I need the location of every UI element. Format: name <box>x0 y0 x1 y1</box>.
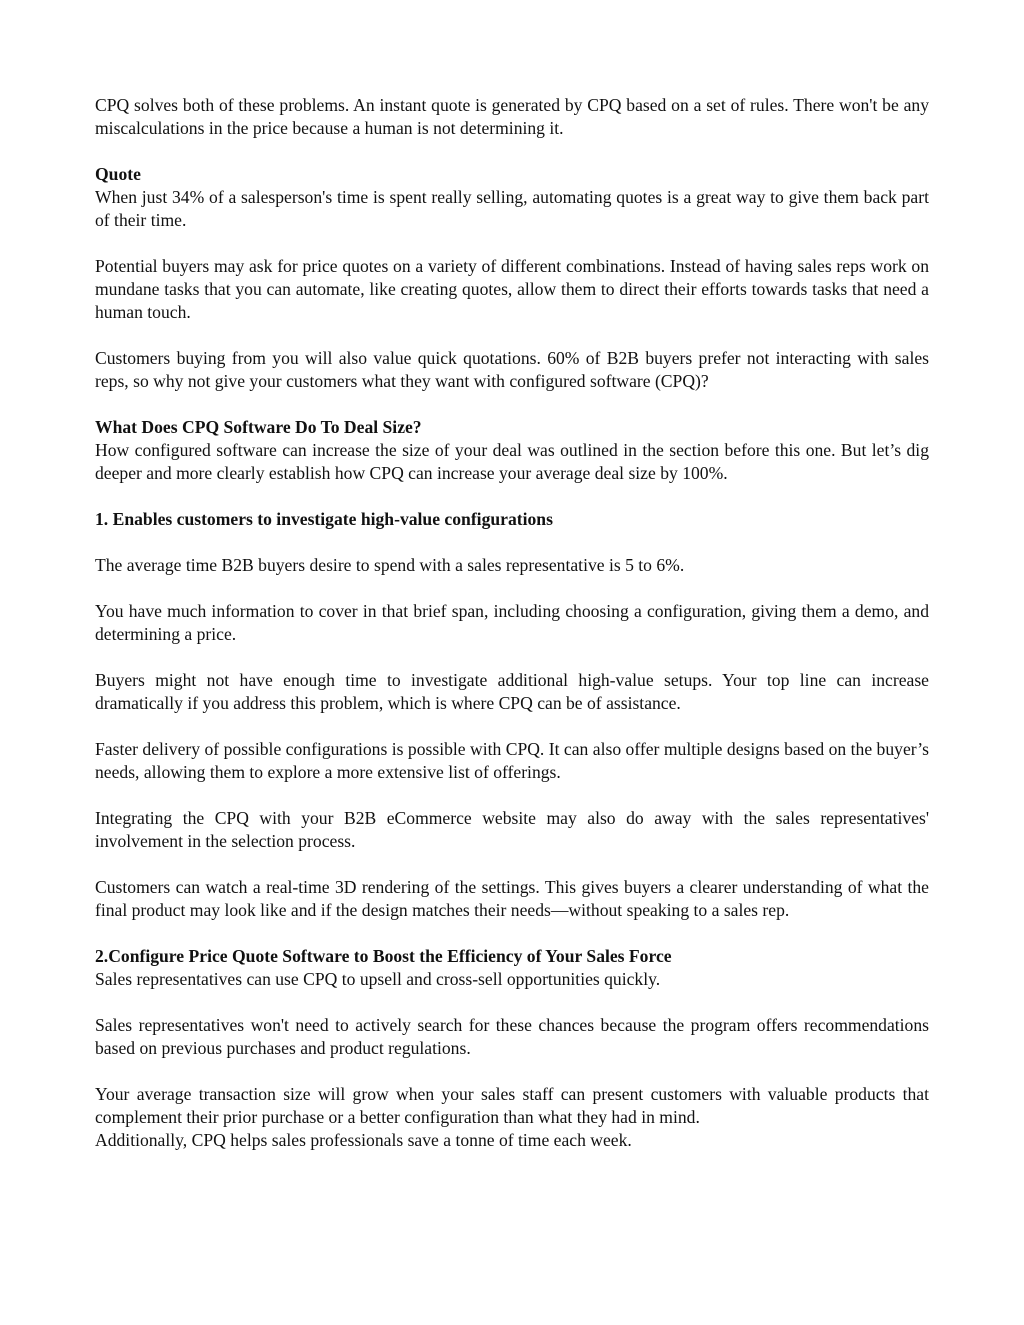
heading-deal-size: What Does CPQ Software Do To Deal Size? <box>95 417 422 437</box>
paragraph-brief-span: You have much information to cover in that brief span, including choosing a configuration, giving them a demo, and determining a price. <box>95 601 929 644</box>
paragraph-quick-quotations: Customers buying from you will also value quick quotations. 60% of B2B buyers prefer not interacting with sales reps, so why not give your customers what they want with configured software (CPQ)? <box>95 348 929 391</box>
section-deal-size <box>95 416 929 485</box>
paragraph-deal-size: How configured software can increase the size of your deal was outlined in the section before this one. But let’s dig deeper and more clearly establish how CPQ can increase your average deal size by 100%. <box>95 440 929 483</box>
paragraph-recommendations: Sales representatives won't need to actively search for these chances because the program offers recommendations based on previous purchases and product regulations. <box>95 1015 929 1058</box>
paragraph-intro: CPQ solves both of these problems. An instant quote is generated by CPQ based on a set of rules. There won't be any miscalculations in the price because a human is not determining it. <box>95 95 929 138</box>
heading-enables: 1. Enables customers to investigate high-value configurations <box>95 509 553 529</box>
section-quote <box>95 163 929 232</box>
heading-configure: 2.Configure Price Quote Software to Boost the Efficiency of Your Sales Force <box>95 946 672 966</box>
paragraph-average-time: The average time B2B buyers desire to spend with a sales representative is 5 to 6%. <box>95 555 685 575</box>
section-configure <box>95 945 929 991</box>
paragraph-transaction-size: Your average transaction size will grow when your sales staff can present customers with valuable products that complement their prior purchase or a better configuration than what they had in mind. <box>95 1084 929 1127</box>
paragraph-rendering: Customers can watch a real-time 3D rendering of the settings. This gives buyers a clearer understanding of what the final product may look like and if the design matches their needs—without speaking to a sales rep. <box>95 877 929 920</box>
paragraph-integrating: Integrating the CPQ with your B2B eCommerce website may also do away with the sales representatives' involvement in the selection process. <box>95 808 929 851</box>
paragraph-not-enough-time: Buyers might not have enough time to investigate additional high-value setups. Your top line can increase dramatically if you address this problem, which is where CPQ can be of assistance. <box>95 670 929 713</box>
paragraph-faster-delivery: Faster delivery of possible configurations is possible with CPQ. It can also offer multiple designs based on the buyer’s needs, allowing them to explore a more extensive list of offerings. <box>95 739 929 782</box>
paragraph-configure: Sales representatives can use CPQ to upsell and cross-sell opportunities quickly. <box>95 969 661 989</box>
paragraph-quote: When just 34% of a salesperson's time is spent really selling, automating quotes is a great way to give them back part of their time. <box>95 187 929 230</box>
section-enables <box>95 508 929 531</box>
heading-quote: Quote <box>95 164 141 184</box>
paragraph-buyers-combinations: Potential buyers may ask for price quotes on a variety of different combinations. Instead of having sales reps work on mundane tasks that you can automate, like creating quotes, allow them to direct their efforts towards tasks that need a human touch. <box>95 256 929 322</box>
paragraph-additionally: Additionally, CPQ helps sales professionals save a tonne of time each week. <box>95 1130 632 1150</box>
section-transaction-size <box>95 1083 929 1152</box>
document-page <box>95 94 929 1175</box>
